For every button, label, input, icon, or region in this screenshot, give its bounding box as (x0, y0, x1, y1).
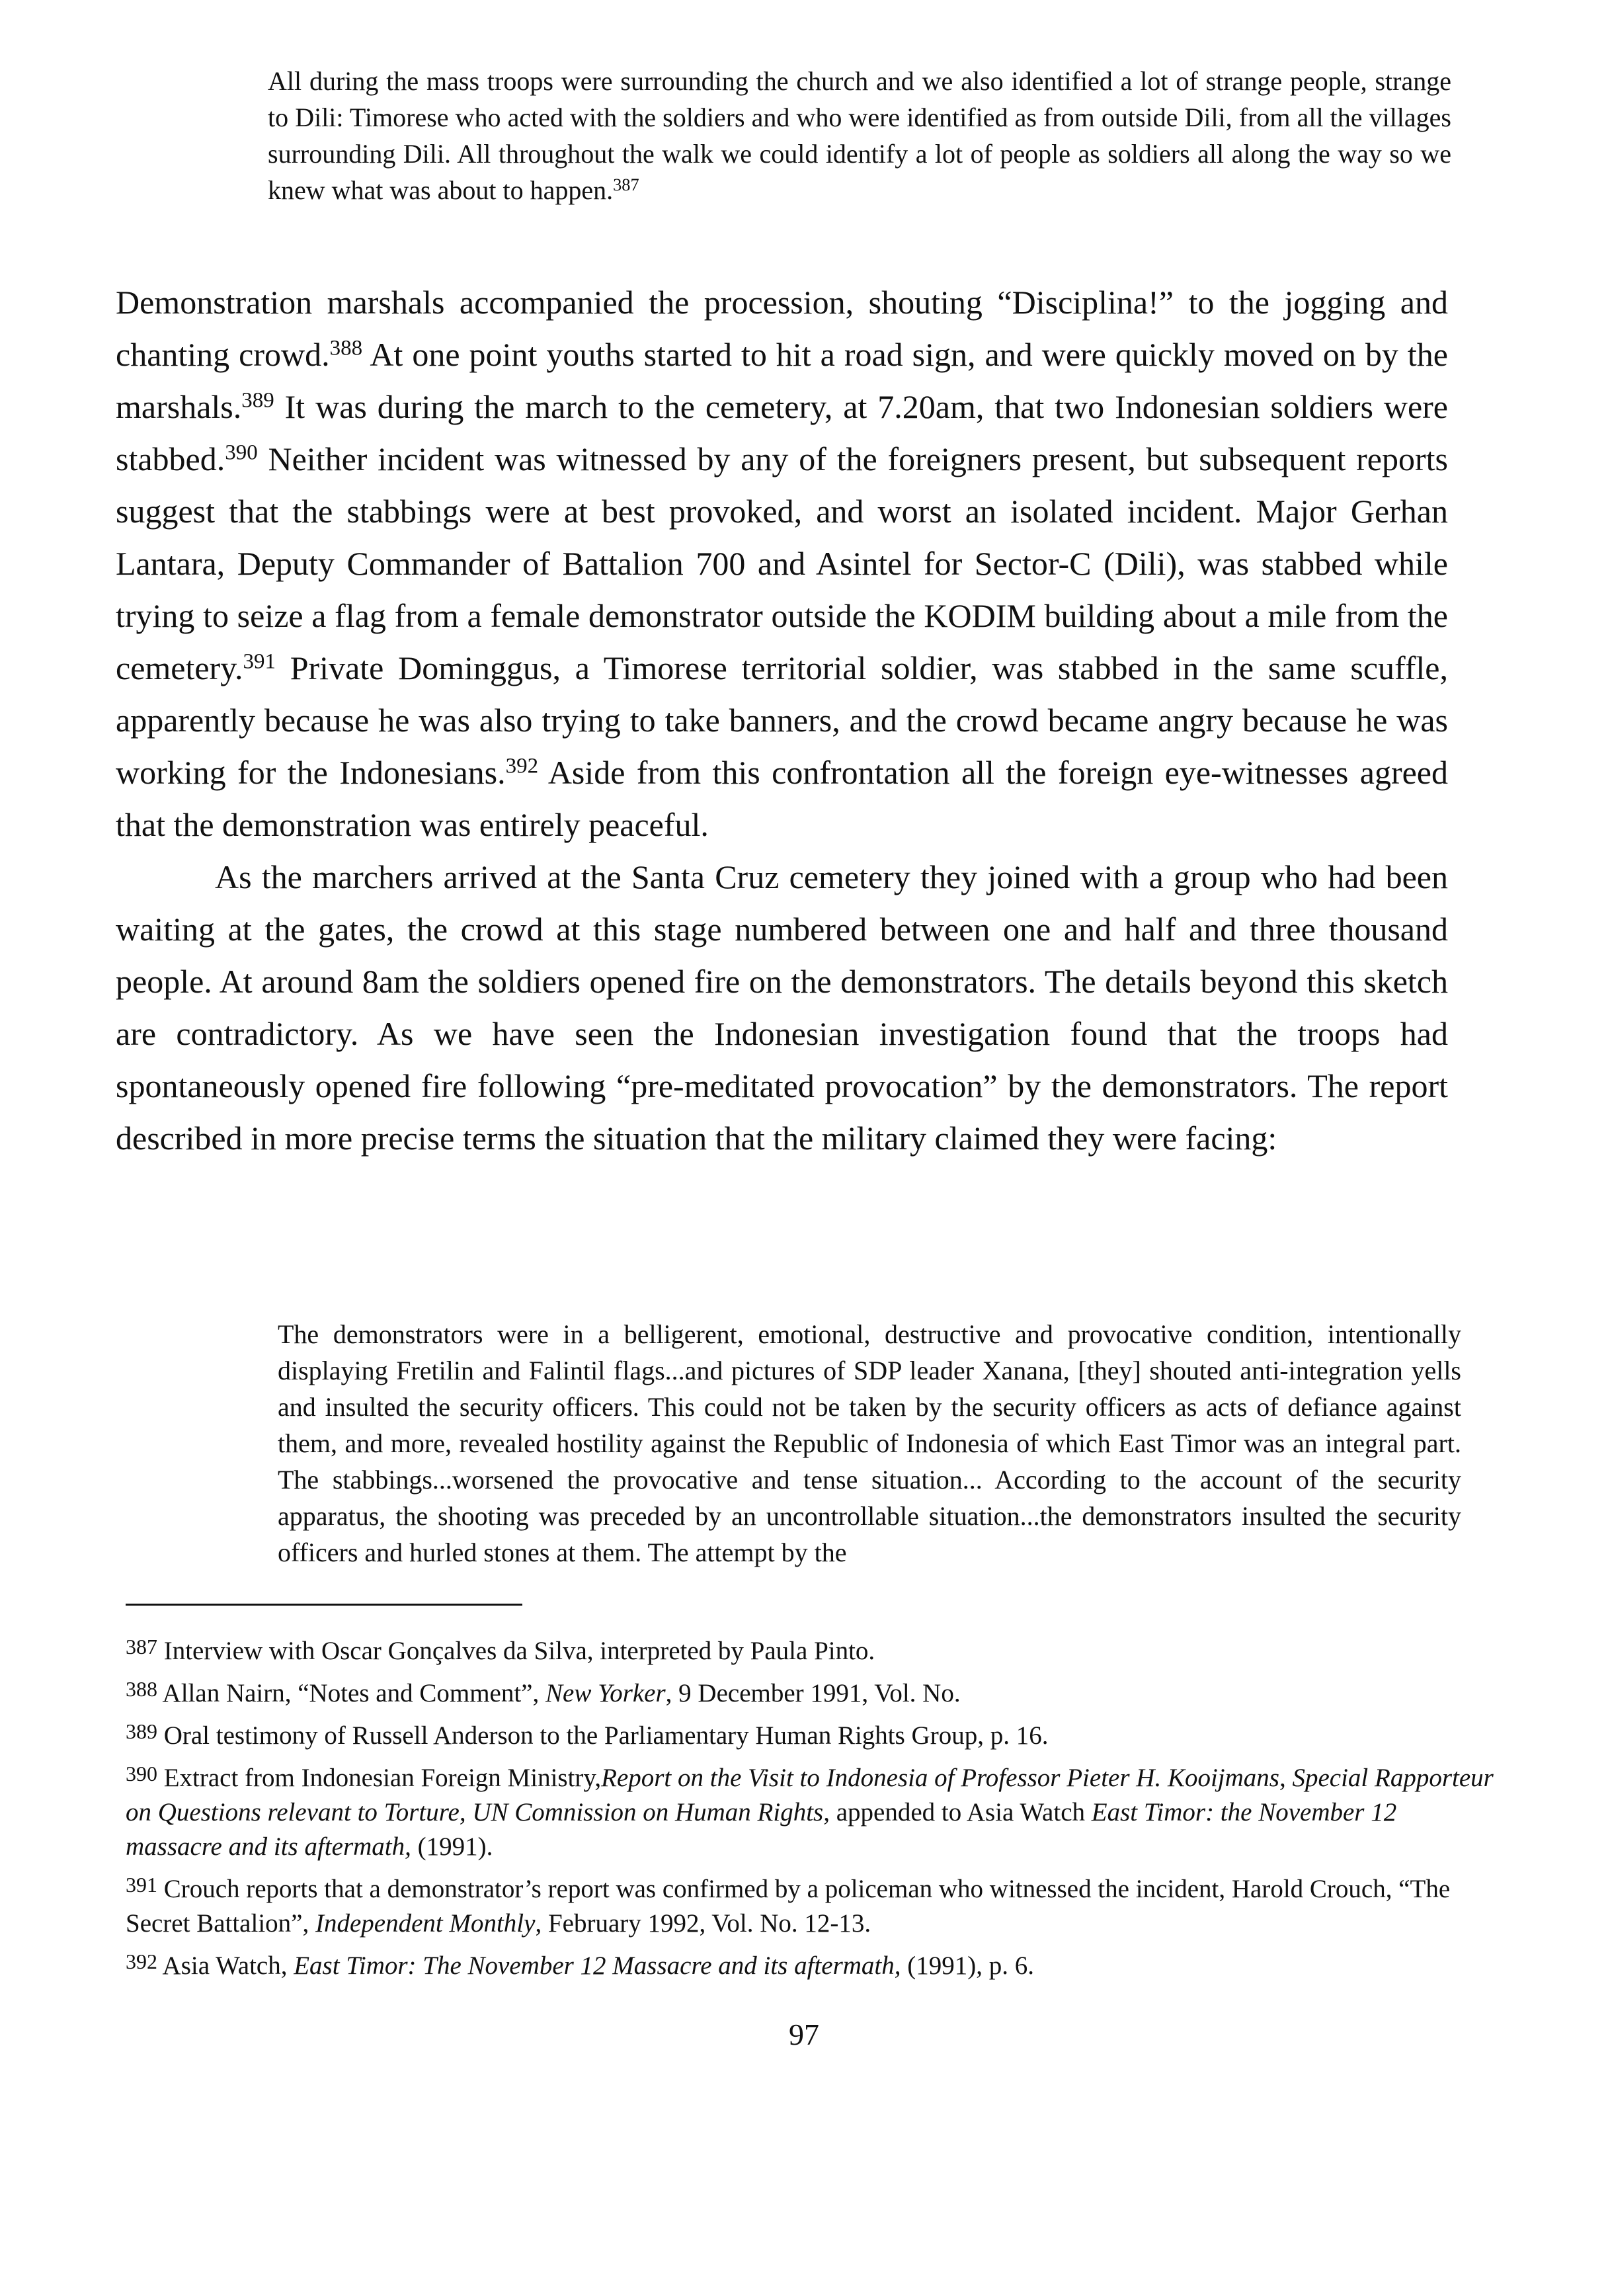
body-sentence: Aside from this confrontation all the foreign eye-witnesses agreed that the demonstration was entirely peaceful. (116, 754, 1448, 843)
footnote-publication-title: Independent Monthly (315, 1908, 536, 1938)
paragraph-procession (116, 276, 1448, 851)
footnote-387 (126, 1630, 1494, 1668)
footnote-text: Oral testimony of Russell Anderson to the Parliamentary Human Rights Group, p. 16. (157, 1721, 1049, 1750)
footnote-number: 391 (126, 1873, 157, 1897)
footnote-number: 390 (126, 1762, 157, 1785)
body-sentence: Private Dominggus, a Timorese territorial soldier, was stabbed in the same scuffle, apparently because he was also trying to take banners, and the crowd became angry because he was working for the Indonesians. (116, 649, 1448, 791)
footnotes-section (126, 1630, 1494, 1987)
footnote-ref-391[interactable]: 391 (243, 649, 276, 674)
body-sentence: Neither incident was witnessed by any of the foreigners present, but subsequent reports suggest that the stabbings were at best provoked, and worst an isolated incident. Major Gerhan Lantara, Deputy Commander of Battalion 700 and Asintel for Sector-C (Dili), was stabbed while trying to seize a flag from a female demonstrator outside the KODIM building about a mile from the cemetery. (116, 440, 1448, 686)
footnote-text: (1991). (411, 1832, 493, 1861)
footnote-publication-title: New Yorker (545, 1678, 666, 1707)
footnote-publication-title: East Timor: The November 12 Massacre and its aftermath, (294, 1951, 901, 1980)
footnote-divider (126, 1604, 522, 1606)
footnote-388 (126, 1672, 1494, 1711)
body-sentence: Demonstration marshals accompanied the procession, shouting “Disciplina!” to the jogging and chanting crowd. (116, 284, 1448, 373)
block-quote-text: All during the mass troops were surrounding the church and we also identified a lot of strange people, strange to Dili: Timorese who acted with the soldiers and who were identified as from outside Dili, from all the villages surrounding Dili. All throughout the walk we could identify a lot of people as soldiers all along the way so we knew what was about to happen. (268, 66, 1451, 205)
footnote-number: 392 (126, 1949, 157, 1973)
page-number: 97 (789, 2018, 819, 2051)
footnote-390 (126, 1757, 1494, 1864)
footnote-publication-title: East Timor: the November 12 massacre and its aftermath, (126, 1797, 1397, 1861)
footnote-ref-387[interactable]: 387 (613, 174, 639, 194)
body-sentence: It was during the march to the cemetery, at 7.20am, that two Indonesian soldiers were stabbed. (116, 388, 1448, 477)
footnote-text: Interview with Oscar Gonçalves da Silva, interpreted by Paula Pinto. (157, 1636, 875, 1665)
footnote-389 (126, 1715, 1494, 1753)
footnote-392 (126, 1945, 1494, 1983)
footnote-text: , February 1992, Vol. No. 12-13. (535, 1908, 871, 1938)
footnote-text: Allan Nairn, “Notes and Comment”, (157, 1678, 545, 1707)
block-quote-testimony (268, 63, 1451, 208)
footnote-text: appended to Asia Watch (829, 1797, 1092, 1826)
footnote-number: 387 (126, 1635, 157, 1659)
footnote-text: , 9 December 1991, Vol. No. (665, 1678, 961, 1707)
footnote-391 (126, 1868, 1494, 1941)
main-body-text (116, 276, 1448, 1165)
body-sentence: At one point youths started to hit a road sign, and were quickly moved on by the marshals. (116, 336, 1448, 425)
footnote-publication-title: Report on the Visit to Indonesia of Professor Pieter H. Kooijmans, Special Rapporteur on Questions relevant to Torture, UN Comnission on Human Rights, (126, 1763, 1494, 1826)
footnote-ref-390[interactable]: 390 (225, 440, 258, 465)
footnote-text: Extract from Indonesian Foreign Ministry, (157, 1763, 602, 1792)
footnote-number: 388 (126, 1677, 157, 1701)
footnote-ref-389[interactable]: 389 (241, 388, 274, 413)
paragraph-santa-cruz: As the marchers arrived at the Santa Cruz cemetery they joined with a group who had been waiting at the gates, the crowd at this stage numbered between one and half and three thousand people. At around 8am the soldiers opened fire on the demonstrators. The details beyond this sketch are contradictory. As we have seen the Indonesian investigation found that the troops had spontaneously opened fire following “pre-meditated provocation” by the demonstrators. The report described in more precise terms the situation that the military claimed they were facing: (116, 858, 1448, 1157)
footnote-number: 389 (126, 1719, 157, 1743)
footnote-text: Asia Watch, (157, 1951, 294, 1980)
footnote-ref-392[interactable]: 392 (505, 754, 539, 778)
footnote-ref-388[interactable]: 388 (329, 336, 363, 360)
block-quote-indonesian-report: The demonstrators were in a belligerent, emotional, destructive and provocative condition, intentionally displaying Fretilin and Falintil flags...and pictures of SDP leader Xanana, [they] shouted anti-integration yells and insulted the security officers. This could not be taken by the security officers as acts of defiance against them, and more, revealed hostility against the Republic of Indonesia of which East Timor was an integral part. The stabbings...worsened the provocative and tense situation... According to the account of the security apparatus, the shooting was preceded by an uncontrollable situation...the demonstrators insulted the security officers and hurled stones at them. The attempt by the (278, 1319, 1461, 1567)
footnote-text: (1991), p. 6. (901, 1951, 1034, 1980)
footnote-text: Crouch reports that a demonstrator’s report was confirmed by a policeman who witnessed the incident, Harold Crouch, “The Secret Battalion”, (126, 1874, 1451, 1938)
